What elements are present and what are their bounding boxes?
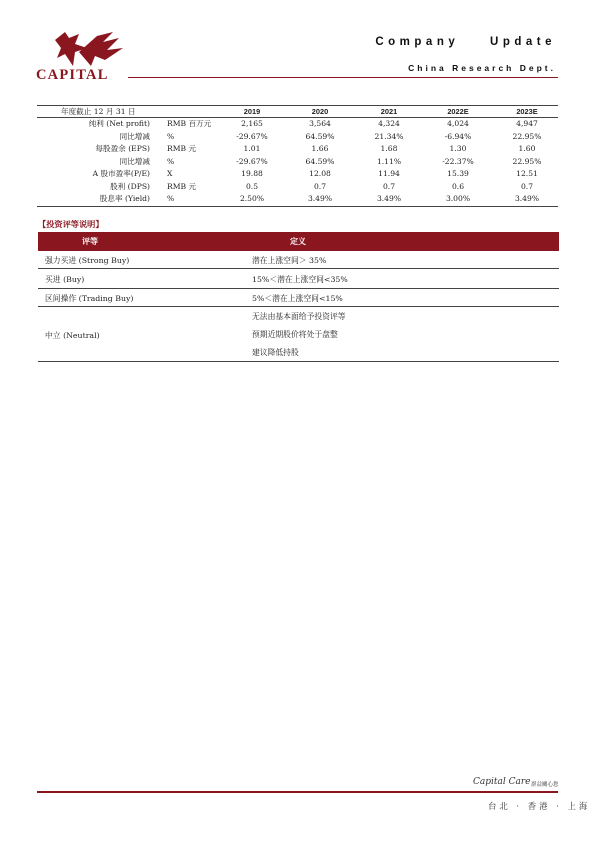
cell: 15.39: [447, 169, 469, 178]
row-unit: %: [167, 156, 175, 166]
cell: 1.30: [449, 144, 467, 153]
cell: 3,564: [309, 119, 331, 128]
cell: 1.68: [380, 144, 398, 153]
forecast-table-header: [37, 105, 558, 118]
cell: 0.7: [382, 181, 396, 191]
department-subtitle: China Research Dept.: [408, 63, 556, 73]
table-row: [37, 156, 558, 169]
cell: 4,947: [516, 119, 538, 128]
cell: 2.50%: [239, 194, 265, 203]
cell: 1.11%: [376, 156, 402, 166]
rating-grade: 中立 (Neutral): [45, 331, 100, 340]
rating-table-header: [38, 232, 559, 251]
cell: 3.00%: [445, 194, 471, 203]
cell: -29.67%: [236, 156, 268, 166]
cell: 22.95%: [512, 131, 542, 141]
row-unit: X: [167, 169, 173, 178]
row-label: 股利 (DPS): [110, 181, 150, 191]
cell: 3.49%: [514, 194, 540, 203]
row-label: 股息率 (Yield): [99, 194, 150, 203]
cell: 11.94: [378, 169, 400, 178]
row-unit: RMB 元: [167, 181, 197, 191]
logo-wordmark: CAPITAL: [36, 67, 109, 83]
rating-definition: 无法由基本面给予投资评等: [252, 312, 346, 321]
table-row: [37, 143, 558, 156]
rating-definition: 预期近期股价将处于盘整: [252, 330, 338, 339]
rating-row: [38, 251, 559, 269]
cell: 1.66: [311, 144, 329, 153]
row-label: 同比增减: [119, 156, 150, 166]
cell: 22.95%: [512, 156, 542, 166]
cell: 3.49%: [376, 194, 402, 203]
cell: 19.88: [241, 169, 263, 178]
header-divider: [128, 77, 558, 78]
row-label: 纯利 (Net profit): [88, 119, 150, 128]
row-label: 每股盈余 (EPS): [95, 144, 150, 153]
table-row: [37, 168, 558, 181]
cell: 2,165: [241, 119, 263, 128]
rating-grade: 买进 (Buy): [45, 275, 85, 284]
cell: 12.08: [309, 169, 331, 178]
cell: 21.34%: [374, 131, 404, 141]
rating-row: [38, 269, 559, 289]
row-unit: %: [167, 194, 175, 203]
cell: 1.60: [518, 144, 536, 153]
table-row: [37, 181, 558, 194]
report-type-title: Company Update: [375, 36, 556, 48]
row-label: 同比增减: [119, 131, 150, 141]
capital-care-tagline: 群益關心您: [531, 782, 559, 788]
cell: 3.49%: [307, 194, 333, 203]
rating-grade-header: 评等: [82, 236, 98, 246]
footer-cities: 台北 · 香港 · 上海: [488, 801, 591, 811]
year-header: 2019: [243, 107, 261, 116]
footer-divider: [37, 791, 558, 793]
row-label: A 股市盈率(P/E): [92, 169, 150, 178]
cell: 0.7: [520, 181, 534, 191]
capital-care-logo: Capital Care: [473, 777, 531, 787]
cell: -29.67%: [236, 131, 268, 141]
year-header: 2021: [380, 107, 398, 116]
cell: -22.37%: [442, 156, 474, 166]
year-header: 2020: [311, 107, 329, 116]
rating-definition-header: 定义: [290, 236, 306, 246]
cell: 4,024: [447, 119, 469, 128]
row-unit: RMB 元: [167, 144, 197, 153]
cell: 0.7: [313, 181, 327, 191]
rating-row: [38, 307, 559, 362]
row-unit: %: [167, 131, 175, 141]
cell: 0.6: [451, 181, 465, 191]
row-unit: RMB 百万元: [167, 119, 212, 128]
cell: 12.51: [516, 169, 538, 178]
rating-definition: 潜在上涨空间＞ 35%: [252, 256, 327, 265]
cell: 64.59%: [305, 156, 335, 166]
table-row: [37, 118, 558, 131]
cell: 0.5: [245, 181, 259, 191]
rating-definition: 建议降低持股: [252, 348, 299, 357]
cell: 4,324: [378, 119, 400, 128]
year-header: 2023E: [516, 107, 538, 116]
forecast-table: [37, 105, 558, 207]
rating-definition: 5%＜潜在上涨空间<15%: [252, 294, 343, 303]
year-header: 2022E: [447, 107, 469, 116]
rating-grade: 区间操作 (Trading Buy): [45, 294, 134, 303]
year-end-label: 年度截止 12 月 31 日: [61, 107, 136, 116]
table-row: [37, 131, 558, 144]
cell: 64.59%: [305, 131, 335, 141]
rating-row: [38, 289, 559, 307]
rating-grade: 强力买进 (Strong Buy): [45, 256, 130, 265]
table-row: [37, 193, 558, 207]
cell: -6.94%: [444, 131, 472, 141]
rating-definition: 15%＜潜在上涨空间<35%: [252, 275, 348, 284]
rating-section-title: 【投资评等说明】: [38, 219, 104, 229]
cell: 1.01: [243, 144, 261, 153]
